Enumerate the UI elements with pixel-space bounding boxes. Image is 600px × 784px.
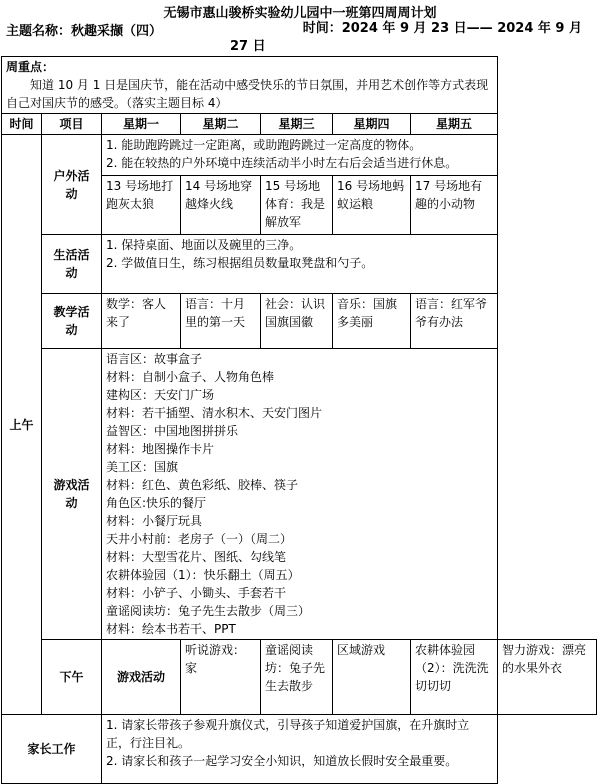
games-item: 材料：小铲子、小锄头、手套若干 bbox=[106, 586, 287, 600]
morning-label: 上午 bbox=[2, 135, 42, 715]
outdoor-tuesday: 14 号场地穿越烽火线 bbox=[181, 176, 261, 235]
games-item: 童谣阅读坊：兔子先生去散步（周三） bbox=[106, 604, 311, 618]
weekly-plan-table bbox=[1, 56, 597, 784]
games-item: 材料：地图操作卡片 bbox=[106, 442, 215, 456]
games-item: 材料：自制小盒子、人物角色棒 bbox=[106, 370, 275, 384]
games-label: 游戏活动 bbox=[42, 349, 102, 640]
outdoor-goals-row bbox=[2, 135, 597, 176]
afternoon-games-label: 游戏活动 bbox=[102, 640, 181, 715]
header-thursday: 星期四 bbox=[333, 114, 411, 135]
games-item: 语言区：故事盒子 bbox=[106, 352, 203, 366]
outdoor-thursday: 16 号场地蚂蚁运粮 bbox=[333, 176, 411, 235]
afternoon-monday: 听说游戏：家 bbox=[181, 640, 261, 715]
games-item: 农耕体验园（1）：快乐翻土（周五） bbox=[106, 568, 300, 582]
time-range-line1: 时间：2024 年 9 月 23 日—— 2024 年 9 月 bbox=[302, 21, 582, 36]
header-item: 项目 bbox=[42, 114, 102, 135]
games-item: 益智区：中国地图拼拼乐 bbox=[106, 424, 239, 438]
header-time: 时间 bbox=[2, 114, 42, 135]
games-item: 材料：若干插塑、清水积木、天安门图片 bbox=[106, 406, 323, 420]
teaching-tuesday: 语言：十月里的第一天 bbox=[181, 294, 261, 349]
theme-name: 主题名称：秋趣采撷（四） bbox=[6, 24, 163, 39]
teaching-wednesday: 社会：认识国旗国徽 bbox=[261, 294, 333, 349]
focus-label: 周重点： bbox=[6, 60, 55, 74]
afternoon-thursday: 农耕体验园（2）：洗洗洗切切切 bbox=[411, 640, 498, 715]
document-title: 无锡市惠山骏桥实验幼儿园中一班第四周周计划 bbox=[163, 6, 437, 21]
parents-row bbox=[2, 715, 597, 784]
teaching-row bbox=[2, 294, 597, 349]
outdoor-friday: 17 号场地有趣的小动物 bbox=[411, 176, 498, 235]
parents-item: 1. 请家长带孩子参观升旗仪式，引导孩子知道爱护国旗，在升旗时立正，行注目礼。 bbox=[106, 718, 470, 750]
teaching-thursday: 音乐：国旗多美丽 bbox=[333, 294, 411, 349]
teaching-friday: 语言：红军爷爷有办法 bbox=[411, 294, 498, 349]
outdoor-goal: 1. 能助跑跨跳过一定距离，或助跑跨跳过一定高度的物体。 bbox=[106, 138, 422, 152]
header-friday: 星期五 bbox=[411, 114, 498, 135]
afternoon-label: 下午 bbox=[42, 640, 102, 715]
afternoon-tuesday: 童谣阅读坊：兔子先生去散步 bbox=[261, 640, 333, 715]
games-item: 建构区：天安门广场 bbox=[106, 388, 215, 402]
games-item: 美工区：国旗 bbox=[106, 460, 179, 474]
outdoor-label: 户外活动 bbox=[42, 135, 102, 235]
outdoor-goal: 2. 能在较热的户外环境中连续活动半小时左右后会适当进行休息。 bbox=[106, 156, 458, 170]
life-item: 2. 学做值日生，练习根据组员数量取凳盘和勺子。 bbox=[106, 256, 374, 270]
focus-text: 知道 10 月 1 日是国庆节，能在活动中感受快乐的节日氛围，并用艺术创作等方式表现自己对国庆节的感受。（落实主题目标 4） bbox=[6, 78, 489, 110]
time-range-line2: 27 日 bbox=[230, 39, 266, 54]
games-item: 角色区:快乐的餐厅 bbox=[106, 496, 207, 510]
header-tuesday: 星期二 bbox=[181, 114, 261, 135]
time-range bbox=[230, 20, 590, 56]
header-row bbox=[2, 114, 597, 135]
focus-row bbox=[2, 57, 597, 114]
header-wednesday: 星期三 bbox=[261, 114, 333, 135]
games-list bbox=[106, 350, 493, 638]
games-item: 天井小村前：老房子（一）（周二） bbox=[106, 532, 293, 546]
games-row bbox=[2, 349, 597, 640]
outdoor-wednesday: 15 号场地体育：我是解放军 bbox=[261, 176, 333, 235]
life-item: 1. 保持桌面、地面以及碗里的三净。 bbox=[106, 238, 302, 252]
teaching-monday: 数学：客人来了 bbox=[102, 294, 181, 349]
games-item: 材料：绘本书若干、PPT bbox=[106, 622, 236, 636]
games-item: 材料：小餐厅玩具 bbox=[106, 514, 203, 528]
teaching-label: 教学活动 bbox=[42, 294, 102, 349]
outdoor-monday: 13 号场地打跑灰太狼 bbox=[102, 176, 181, 235]
afternoon-wednesday: 区域游戏 bbox=[333, 640, 411, 715]
parents-label: 家长工作 bbox=[2, 715, 102, 784]
games-item: 材料：大型雪花片、图纸、勾线笔 bbox=[106, 550, 287, 564]
parents-item: 2. 请家长和孩子一起学习安全小知识，知道放长假时安全最重要。 bbox=[106, 754, 458, 768]
afternoon-row bbox=[2, 640, 597, 715]
afternoon-friday: 智力游戏：漂亮的水果外衣 bbox=[498, 640, 597, 715]
life-row bbox=[2, 235, 597, 294]
life-label: 生活活动 bbox=[42, 235, 102, 294]
header-monday: 星期一 bbox=[102, 114, 181, 135]
games-item: 材料：红色、黄色彩纸、胶棒、筷子 bbox=[106, 478, 299, 492]
